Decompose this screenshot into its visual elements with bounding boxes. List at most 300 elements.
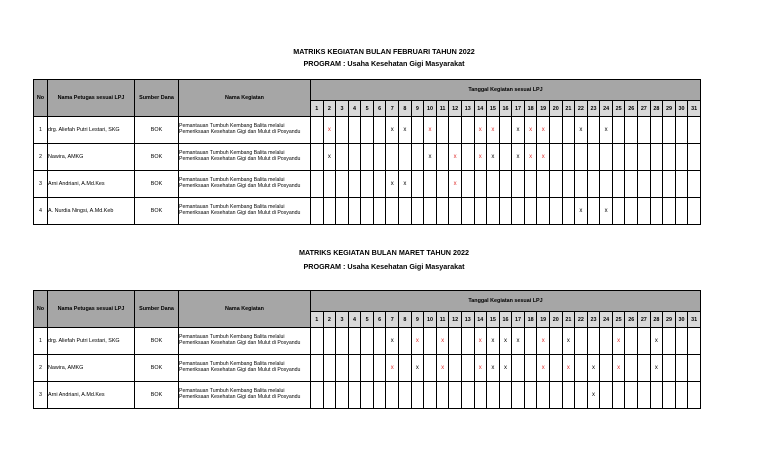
day-cell bbox=[675, 328, 688, 355]
day-cell bbox=[625, 117, 638, 144]
day-header-16: 16 bbox=[499, 101, 512, 117]
day-cell bbox=[549, 144, 562, 171]
day-cell bbox=[638, 382, 651, 409]
day-header-25: 25 bbox=[612, 312, 625, 328]
day-header-19: 19 bbox=[537, 101, 550, 117]
activity-mark: x bbox=[428, 154, 432, 160]
day-cell bbox=[436, 355, 449, 382]
row-number: 4 bbox=[34, 198, 48, 225]
day-cell bbox=[323, 328, 336, 355]
activity-mark: x bbox=[390, 338, 394, 344]
day-header-8: 8 bbox=[399, 101, 412, 117]
day-cell bbox=[336, 328, 349, 355]
day-cell bbox=[449, 144, 462, 171]
day-cell bbox=[600, 328, 613, 355]
day-cell bbox=[549, 382, 562, 409]
day-header-23: 23 bbox=[587, 101, 600, 117]
activity-mark: x bbox=[478, 338, 482, 344]
day-cell bbox=[361, 355, 374, 382]
day-cell bbox=[512, 144, 525, 171]
day-cell bbox=[361, 171, 374, 198]
day-cell bbox=[461, 382, 474, 409]
day-header-20: 20 bbox=[549, 312, 562, 328]
activity-mark: x bbox=[428, 127, 432, 133]
day-header-7: 7 bbox=[386, 312, 399, 328]
day-header-15: 15 bbox=[487, 101, 500, 117]
activity-mark: x bbox=[604, 127, 608, 133]
day-header-15: 15 bbox=[487, 312, 500, 328]
day-header-26: 26 bbox=[625, 101, 638, 117]
day-cell bbox=[373, 117, 386, 144]
day-cell bbox=[386, 171, 399, 198]
day-cell bbox=[562, 198, 575, 225]
day-cell bbox=[487, 171, 500, 198]
day-cell bbox=[575, 171, 588, 198]
day-cell bbox=[449, 198, 462, 225]
day-cell bbox=[512, 198, 525, 225]
day-cell bbox=[461, 171, 474, 198]
day-cell bbox=[411, 198, 424, 225]
day-cell bbox=[638, 198, 651, 225]
day-cell bbox=[499, 117, 512, 144]
day-cell bbox=[524, 328, 537, 355]
day-cell bbox=[487, 117, 500, 144]
day-cell bbox=[562, 144, 575, 171]
day-cell bbox=[575, 355, 588, 382]
day-cell bbox=[537, 117, 550, 144]
day-cell bbox=[675, 171, 688, 198]
header-nama-petugas: Nama Petugas sesuai LPJ bbox=[48, 291, 135, 328]
day-cell bbox=[625, 382, 638, 409]
sumber-dana: BOK bbox=[135, 171, 179, 198]
day-cell bbox=[650, 198, 663, 225]
day-cell bbox=[399, 355, 412, 382]
day-cell bbox=[612, 144, 625, 171]
activity-mark: x bbox=[566, 365, 570, 371]
petugas-name: Arni Andriani, A.Md.Kes bbox=[48, 171, 135, 198]
day-cell bbox=[411, 355, 424, 382]
day-cell bbox=[336, 117, 349, 144]
activity-mark: x bbox=[327, 154, 331, 160]
sumber-dana: BOK bbox=[135, 328, 179, 355]
day-cell bbox=[461, 355, 474, 382]
day-cell bbox=[449, 382, 462, 409]
day-cell bbox=[650, 144, 663, 171]
day-cell bbox=[461, 328, 474, 355]
day-header-24: 24 bbox=[600, 312, 613, 328]
day-cell bbox=[600, 355, 613, 382]
day-cell bbox=[386, 144, 399, 171]
day-cell bbox=[512, 382, 525, 409]
day-cell bbox=[487, 198, 500, 225]
day-header-8: 8 bbox=[399, 312, 412, 328]
day-cell bbox=[562, 117, 575, 144]
row-number: 2 bbox=[34, 144, 48, 171]
day-cell bbox=[625, 355, 638, 382]
activity-mark: x bbox=[541, 365, 545, 371]
day-header-18: 18 bbox=[524, 312, 537, 328]
day-header-22: 22 bbox=[575, 312, 588, 328]
day-cell bbox=[336, 355, 349, 382]
day-cell bbox=[336, 198, 349, 225]
day-cell bbox=[650, 328, 663, 355]
day-cell bbox=[399, 328, 412, 355]
row-number: 1 bbox=[34, 117, 48, 144]
row-number: 1 bbox=[34, 328, 48, 355]
activity-mark: x bbox=[541, 338, 545, 344]
day-cell bbox=[424, 171, 437, 198]
day-cell bbox=[487, 144, 500, 171]
day-cell bbox=[688, 144, 701, 171]
day-cell bbox=[499, 171, 512, 198]
feb-program: PROGRAM : Usaha Kesehatan Gigi Masyarakat bbox=[303, 59, 465, 68]
day-cell bbox=[688, 171, 701, 198]
day-header-1: 1 bbox=[311, 101, 324, 117]
day-cell bbox=[424, 117, 437, 144]
day-header-28: 28 bbox=[650, 101, 663, 117]
day-cell bbox=[612, 355, 625, 382]
day-header-12: 12 bbox=[449, 312, 462, 328]
day-cell bbox=[499, 382, 512, 409]
day-header-27: 27 bbox=[638, 312, 651, 328]
day-cell bbox=[348, 355, 361, 382]
day-header-5: 5 bbox=[361, 101, 374, 117]
activity-mark: x bbox=[403, 181, 407, 187]
day-cell bbox=[474, 328, 487, 355]
header-nama-petugas: Nama Petugas sesuai LPJ bbox=[48, 80, 135, 117]
header-nama-kegiatan: Nama Kegiatan bbox=[179, 80, 311, 117]
day-cell bbox=[537, 198, 550, 225]
day-cell bbox=[587, 198, 600, 225]
petugas-name: Nawira, AMKG bbox=[48, 355, 135, 382]
day-cell bbox=[336, 382, 349, 409]
day-cell bbox=[449, 171, 462, 198]
day-header-20: 20 bbox=[549, 101, 562, 117]
activity-mark: x bbox=[390, 181, 394, 187]
day-cell bbox=[348, 117, 361, 144]
day-header-24: 24 bbox=[600, 101, 613, 117]
day-header-27: 27 bbox=[638, 101, 651, 117]
day-cell bbox=[625, 328, 638, 355]
day-cell bbox=[399, 198, 412, 225]
day-cell bbox=[587, 117, 600, 144]
activity-mark: x bbox=[592, 392, 595, 398]
day-cell bbox=[612, 198, 625, 225]
day-header-10: 10 bbox=[424, 312, 437, 328]
day-header-1: 1 bbox=[311, 312, 324, 328]
day-header-6: 6 bbox=[373, 312, 386, 328]
day-cell bbox=[323, 198, 336, 225]
header-nama-kegiatan: Nama Kegiatan bbox=[179, 291, 311, 328]
day-cell bbox=[612, 328, 625, 355]
day-cell bbox=[474, 198, 487, 225]
day-header-7: 7 bbox=[386, 101, 399, 117]
activity-mark: x bbox=[478, 154, 482, 160]
kegiatan-name: Pemantauan Tumbuh Kembang Balita melalui Pemeriksaan Kesehatan Gigi dan Mulut di Posyandu bbox=[179, 382, 311, 409]
activity-mark: x bbox=[529, 154, 533, 160]
day-cell bbox=[537, 144, 550, 171]
row-number: 2 bbox=[34, 355, 48, 382]
day-cell bbox=[474, 171, 487, 198]
activity-mark: x bbox=[529, 127, 533, 133]
day-cell bbox=[323, 144, 336, 171]
day-cell bbox=[323, 171, 336, 198]
day-cell bbox=[537, 171, 550, 198]
day-header-19: 19 bbox=[537, 312, 550, 328]
day-cell bbox=[411, 328, 424, 355]
day-cell bbox=[386, 355, 399, 382]
day-cell bbox=[386, 382, 399, 409]
day-cell bbox=[323, 355, 336, 382]
table-row bbox=[34, 382, 701, 409]
sumber-dana: BOK bbox=[135, 144, 179, 171]
day-cell bbox=[562, 355, 575, 382]
day-cell bbox=[663, 144, 676, 171]
day-cell bbox=[524, 171, 537, 198]
day-cell bbox=[650, 355, 663, 382]
day-cell bbox=[311, 117, 324, 144]
day-cell bbox=[587, 355, 600, 382]
activity-mark: x bbox=[503, 338, 507, 344]
activity-mark: x bbox=[415, 365, 419, 371]
day-cell bbox=[575, 117, 588, 144]
day-cell bbox=[562, 382, 575, 409]
day-cell bbox=[449, 328, 462, 355]
day-cell bbox=[499, 355, 512, 382]
day-cell bbox=[612, 117, 625, 144]
activity-mark: x bbox=[327, 127, 331, 133]
day-cell bbox=[411, 171, 424, 198]
day-header-25: 25 bbox=[612, 101, 625, 117]
day-cell bbox=[386, 117, 399, 144]
day-header-14: 14 bbox=[474, 101, 487, 117]
day-cell bbox=[638, 117, 651, 144]
day-cell bbox=[612, 171, 625, 198]
sumber-dana: BOK bbox=[135, 355, 179, 382]
day-header-6: 6 bbox=[373, 101, 386, 117]
activity-mark: x bbox=[491, 365, 495, 371]
day-header-2: 2 bbox=[323, 101, 336, 117]
table-row bbox=[34, 198, 701, 225]
day-cell bbox=[386, 198, 399, 225]
header-sumber-dana: Sumber Dana bbox=[135, 291, 179, 328]
day-header-9: 9 bbox=[411, 101, 424, 117]
day-cell bbox=[688, 355, 701, 382]
header-tanggal: Tanggal Kegiatan sesuai LPJ bbox=[311, 80, 701, 101]
day-cell bbox=[512, 328, 525, 355]
day-cell bbox=[348, 198, 361, 225]
activity-mark: x bbox=[566, 338, 570, 344]
kegiatan-name: Pemantauan Tumbuh Kembang Balita melalui Pemeriksaan Kesehatan Gigi dan Mulut di Posyandu bbox=[179, 355, 311, 382]
table-row bbox=[34, 328, 701, 355]
day-cell bbox=[688, 328, 701, 355]
day-cell bbox=[323, 382, 336, 409]
kegiatan-name: Pemantauan Tumbuh Kembang Balita melalui Pemeriksaan Kesehatan Gigi dan Mulut di Posyandu bbox=[179, 198, 311, 225]
day-cell bbox=[474, 382, 487, 409]
day-cell bbox=[373, 328, 386, 355]
day-cell bbox=[562, 171, 575, 198]
day-cell bbox=[638, 144, 651, 171]
table-row bbox=[34, 355, 701, 382]
day-cell bbox=[625, 198, 638, 225]
day-cell bbox=[524, 355, 537, 382]
activity-mark: x bbox=[403, 127, 407, 133]
day-cell bbox=[361, 382, 374, 409]
day-cell bbox=[399, 117, 412, 144]
day-header-18: 18 bbox=[524, 101, 537, 117]
activity-mark: x bbox=[441, 365, 445, 371]
activity-mark: x bbox=[453, 154, 457, 160]
day-cell bbox=[461, 198, 474, 225]
day-header-26: 26 bbox=[625, 312, 638, 328]
day-cell bbox=[487, 382, 500, 409]
day-header-11: 11 bbox=[436, 101, 449, 117]
day-cell bbox=[663, 328, 676, 355]
day-cell bbox=[348, 144, 361, 171]
day-cell bbox=[336, 144, 349, 171]
table-row bbox=[34, 171, 701, 198]
activity-mark: x bbox=[654, 338, 658, 344]
day-cell bbox=[361, 198, 374, 225]
day-header-10: 10 bbox=[424, 101, 437, 117]
day-cell bbox=[524, 198, 537, 225]
activity-mark: x bbox=[579, 127, 583, 133]
day-cell bbox=[311, 355, 324, 382]
day-cell bbox=[424, 328, 437, 355]
day-header-30: 30 bbox=[675, 101, 688, 117]
day-cell bbox=[386, 328, 399, 355]
day-header-9: 9 bbox=[411, 312, 424, 328]
day-cell bbox=[562, 328, 575, 355]
day-cell bbox=[675, 144, 688, 171]
table-row bbox=[34, 117, 701, 144]
day-cell bbox=[373, 382, 386, 409]
day-cell bbox=[311, 171, 324, 198]
day-cell bbox=[436, 328, 449, 355]
day-cell bbox=[600, 382, 613, 409]
day-header-31: 31 bbox=[688, 101, 701, 117]
day-header-13: 13 bbox=[461, 312, 474, 328]
day-cell bbox=[424, 198, 437, 225]
day-cell bbox=[348, 328, 361, 355]
day-cell bbox=[449, 117, 462, 144]
day-cell bbox=[575, 144, 588, 171]
day-cell bbox=[549, 328, 562, 355]
day-header-4: 4 bbox=[348, 101, 361, 117]
sumber-dana: BOK bbox=[135, 198, 179, 225]
day-cell bbox=[436, 117, 449, 144]
activity-mark: x bbox=[415, 338, 419, 344]
activity-mark: x bbox=[390, 365, 394, 371]
activity-mark: x bbox=[516, 338, 520, 344]
day-cell bbox=[638, 355, 651, 382]
day-cell bbox=[663, 355, 676, 382]
day-cell bbox=[612, 382, 625, 409]
day-cell bbox=[323, 117, 336, 144]
day-cell bbox=[587, 328, 600, 355]
day-cell bbox=[487, 328, 500, 355]
day-cell bbox=[361, 328, 374, 355]
activity-mark: x bbox=[491, 338, 495, 344]
day-header-21: 21 bbox=[562, 312, 575, 328]
day-cell bbox=[688, 382, 701, 409]
day-cell bbox=[311, 328, 324, 355]
day-cell bbox=[436, 144, 449, 171]
row-number: 3 bbox=[34, 382, 48, 409]
day-cell bbox=[625, 144, 638, 171]
petugas-name: Nawira, AMKG bbox=[48, 144, 135, 171]
mar-matrix-table bbox=[33, 290, 701, 409]
day-header-4: 4 bbox=[348, 312, 361, 328]
day-cell bbox=[373, 171, 386, 198]
day-header-11: 11 bbox=[436, 312, 449, 328]
day-header-3: 3 bbox=[336, 101, 349, 117]
day-cell bbox=[499, 144, 512, 171]
day-cell bbox=[449, 355, 462, 382]
day-cell bbox=[348, 382, 361, 409]
activity-mark: x bbox=[592, 365, 595, 371]
day-cell bbox=[399, 171, 412, 198]
petugas-name: Arni Andriani, A.Md.Kes bbox=[48, 382, 135, 409]
day-cell bbox=[487, 355, 500, 382]
activity-mark: x bbox=[617, 338, 621, 344]
day-cell bbox=[373, 198, 386, 225]
day-cell bbox=[675, 382, 688, 409]
day-cell bbox=[461, 117, 474, 144]
activity-mark: x bbox=[390, 127, 394, 133]
header-sumber-dana: Sumber Dana bbox=[135, 80, 179, 117]
mar-program: PROGRAM : Usaha Kesehatan Gigi Masyarakat bbox=[303, 262, 465, 271]
kegiatan-name: Pemantauan Tumbuh Kembang Balita melalui Pemeriksaan Kesehatan Gigi dan Mulut di Posyandu bbox=[179, 117, 311, 144]
petugas-name: A. Nurdia Ningsi, A.Md.Keb bbox=[48, 198, 135, 225]
day-header-31: 31 bbox=[688, 312, 701, 328]
day-cell bbox=[373, 144, 386, 171]
day-cell bbox=[436, 171, 449, 198]
day-cell bbox=[600, 117, 613, 144]
day-cell bbox=[600, 144, 613, 171]
sumber-dana: BOK bbox=[135, 382, 179, 409]
day-cell bbox=[688, 117, 701, 144]
day-cell bbox=[600, 171, 613, 198]
day-cell bbox=[575, 328, 588, 355]
day-cell bbox=[361, 144, 374, 171]
activity-mark: x bbox=[516, 127, 520, 133]
day-cell bbox=[411, 382, 424, 409]
day-cell bbox=[650, 382, 663, 409]
activity-mark: x bbox=[541, 127, 545, 133]
day-cell bbox=[675, 355, 688, 382]
day-cell bbox=[461, 144, 474, 171]
activity-mark: x bbox=[604, 208, 608, 214]
day-cell bbox=[512, 355, 525, 382]
day-cell bbox=[424, 355, 437, 382]
activity-mark: x bbox=[491, 127, 495, 133]
day-cell bbox=[688, 198, 701, 225]
day-header-22: 22 bbox=[575, 101, 588, 117]
day-cell bbox=[436, 198, 449, 225]
day-header-5: 5 bbox=[361, 312, 374, 328]
day-cell bbox=[512, 117, 525, 144]
day-cell bbox=[537, 355, 550, 382]
day-cell bbox=[537, 382, 550, 409]
day-cell bbox=[373, 355, 386, 382]
header-no: No bbox=[34, 80, 48, 117]
day-header-16: 16 bbox=[499, 312, 512, 328]
day-cell bbox=[399, 144, 412, 171]
day-cell bbox=[311, 198, 324, 225]
day-cell bbox=[663, 171, 676, 198]
day-cell bbox=[625, 171, 638, 198]
